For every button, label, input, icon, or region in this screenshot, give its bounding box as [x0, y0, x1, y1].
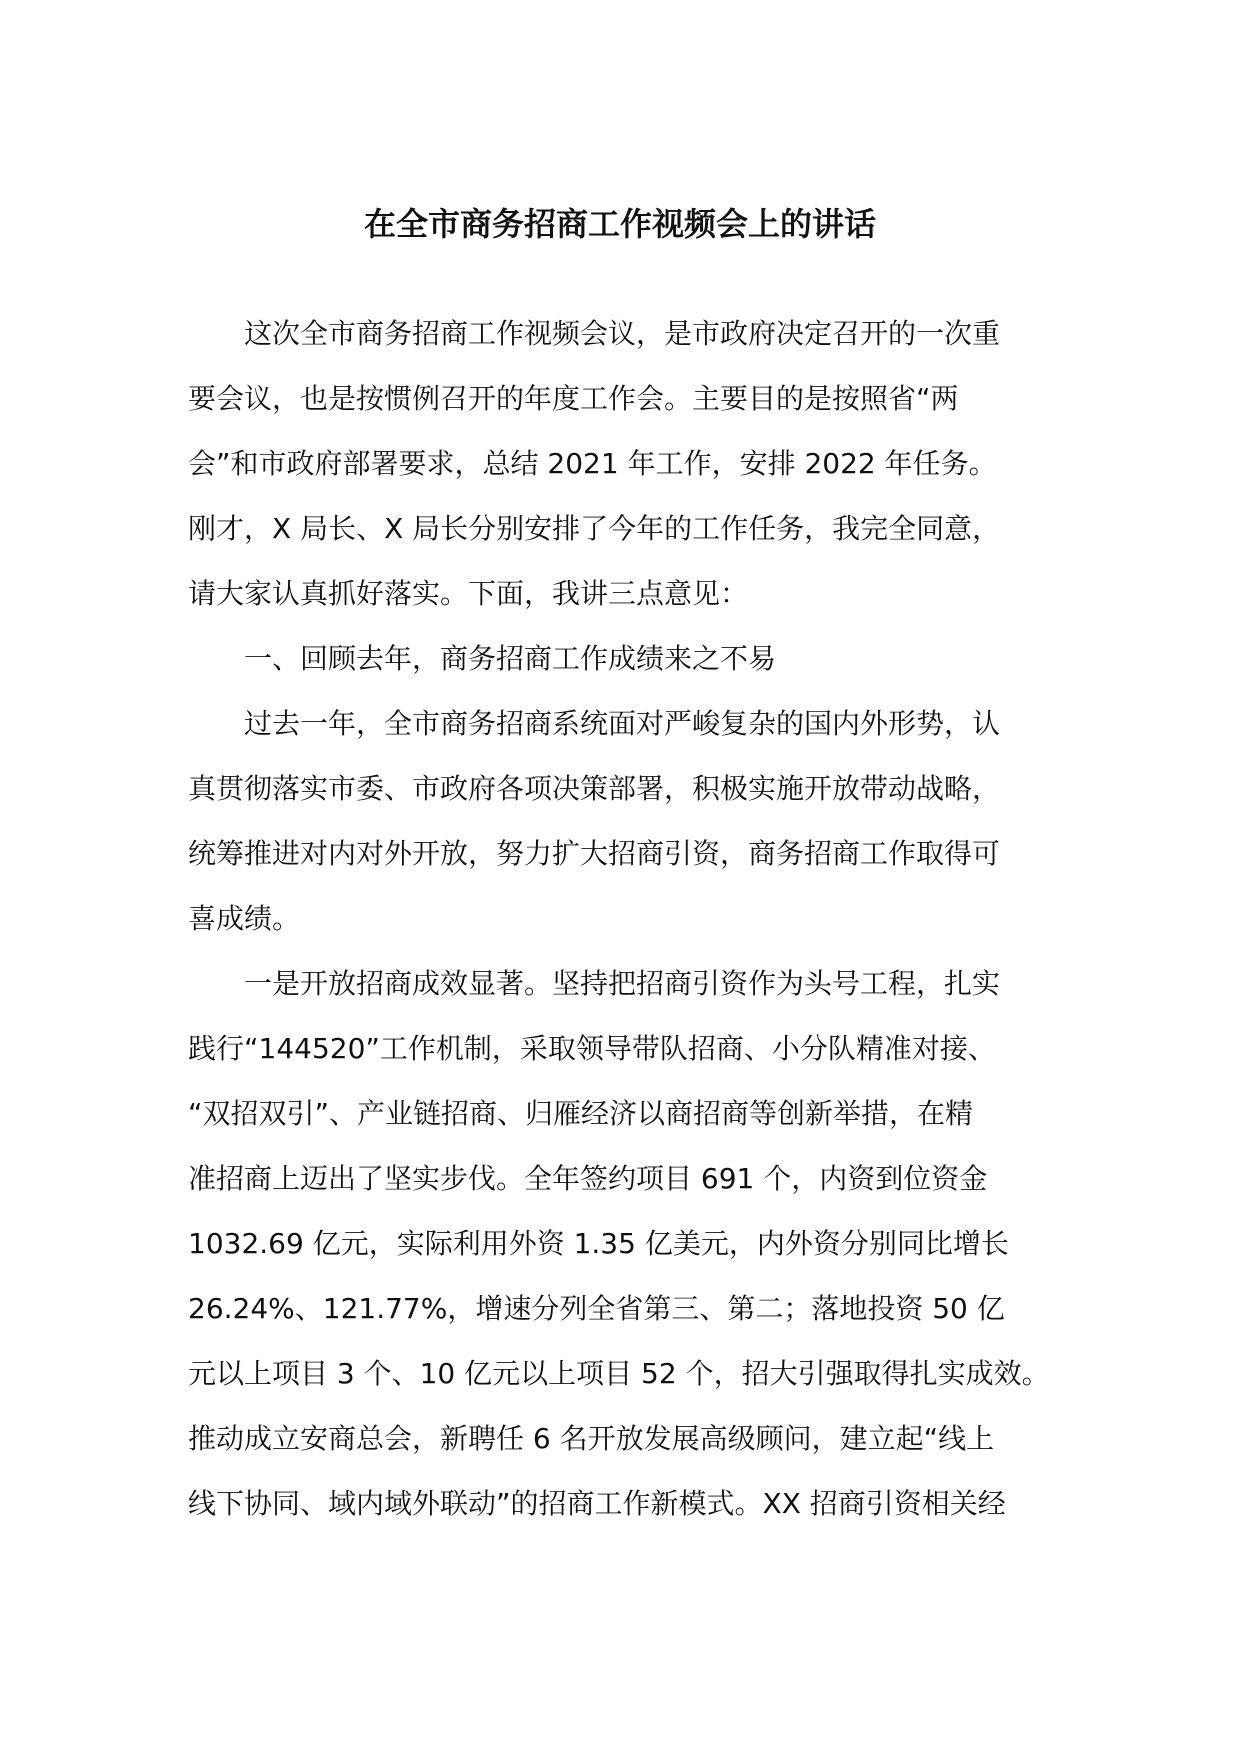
body-line: 这次全市商务招商工作视频会议，是市政府决定召开的一次重 [188, 317, 1001, 350]
body-line: 元以上项目 3 个、10 亿元以上项目 52 个，招大引强取得扎实成效。 [188, 1357, 1050, 1390]
body-line: 过去一年，全市商务招商系统面对严峻复杂的国内外形势，认 [188, 707, 1001, 740]
body-line: 真贯彻落实市委、市政府各项决策部署，积极实施开放带动战略， [188, 772, 1001, 805]
body-line: 请大家认真抓好落实。下面，我讲三点意见： [188, 577, 749, 610]
body-line: 统筹推进对内对外开放，努力扩大招商引资，商务招商工作取得可 [188, 837, 1001, 870]
body-line: 践行“144520”工作机制，采取领导带队招商、小分队精准对接、 [188, 1032, 996, 1065]
body-line: 1032.69 亿元，实际利用外资 1.35 亿美元，内外资分别同比增长 [188, 1227, 1009, 1260]
body-line: 喜成绩。 [188, 902, 301, 935]
body-line: 推动成立安商总会，新聘任 6 名开放发展高级顾问，建立起“线上 [188, 1422, 995, 1455]
body-line: 一是开放招商成效显著。坚持把招商引资作为头号工程，扎实 [188, 967, 1001, 1000]
body-line: 要会议，也是按惯例召开的年度工作会。主要目的是按照省“两 [188, 382, 959, 415]
body-line: 准招商上迈出了坚实步伐。全年签约项目 691 个，内资到位资金 [188, 1162, 988, 1195]
body-line: 线下协同、域内域外联动”的招商工作新模式。XX 招商引资相关经 [188, 1487, 1006, 1520]
body-line: “双招双引”、产业链招商、归雁经济以商招商等创新举措，在精 [188, 1097, 974, 1130]
body-line: 会”和市政府部署要求，总结 2021 年工作，安排 2022 年任务。 [188, 447, 997, 480]
body-line: 26.24%、121.77%，增速分列全省第三、第二；落地投资 50 亿 [188, 1292, 1005, 1325]
section-heading: 一、回顾去年，商务招商工作成绩来之不易 [188, 642, 777, 675]
document-title: 在全市商务招商工作视频会上的讲话 [363, 205, 876, 243]
body-line: 刚才，X 局长、X 局长分别安排了今年的工作任务，我完全同意， [188, 512, 1001, 545]
document-body [188, 301, 1058, 1536]
